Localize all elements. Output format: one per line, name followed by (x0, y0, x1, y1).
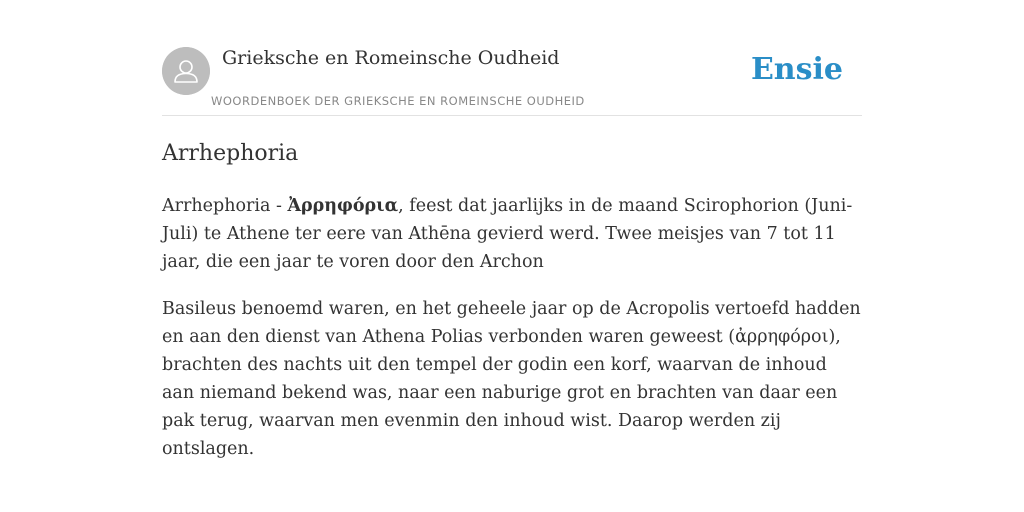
source-header (162, 0, 862, 116)
ensie-logo[interactable]: Ensie (750, 52, 843, 87)
entry-paragraph-2: Basileus benoemd waren, en het geheele jaar op de Acropolis vertoefd hadden en aan den dienst van Athena Polias verbonden waren geweest (ἀρρηφόροι), brachten des nachts uit den tempel der godin een korf, waarvan de inhoud aan niemand bekend was, naar een naburige grot en brachten van daar een pak terug, waarvan men evenmin den inhoud wist. Daarop werden zij ontslagen. (162, 299, 861, 459)
entry-paragraph-1-text: , feest dat jaarlijks in de maand Scirophorion (Juni-Juli) te Athene ter eere van Athēna gevierd werd. Twee meisjes van 7 tot 11 jaar, die een jaar te voren door den Archon (162, 196, 853, 272)
user-icon (162, 47, 210, 95)
avatar[interactable] (162, 47, 210, 95)
source-title[interactable]: Grieksche en Romeinsche Oudheid (222, 47, 560, 69)
entry-paragraph-1 (162, 192, 862, 276)
greek-term: Ἀρρηφόρια (287, 196, 399, 216)
entry-term: Arrhephoria - (162, 196, 288, 216)
entry-title: Arrhephoria (162, 141, 299, 166)
source-subtitle: WOORDENBOEK DER GRIEKSCHE EN ROMEINSCHE OUDHEID (211, 94, 585, 108)
page (162, 0, 862, 512)
entry-body (162, 192, 862, 482)
